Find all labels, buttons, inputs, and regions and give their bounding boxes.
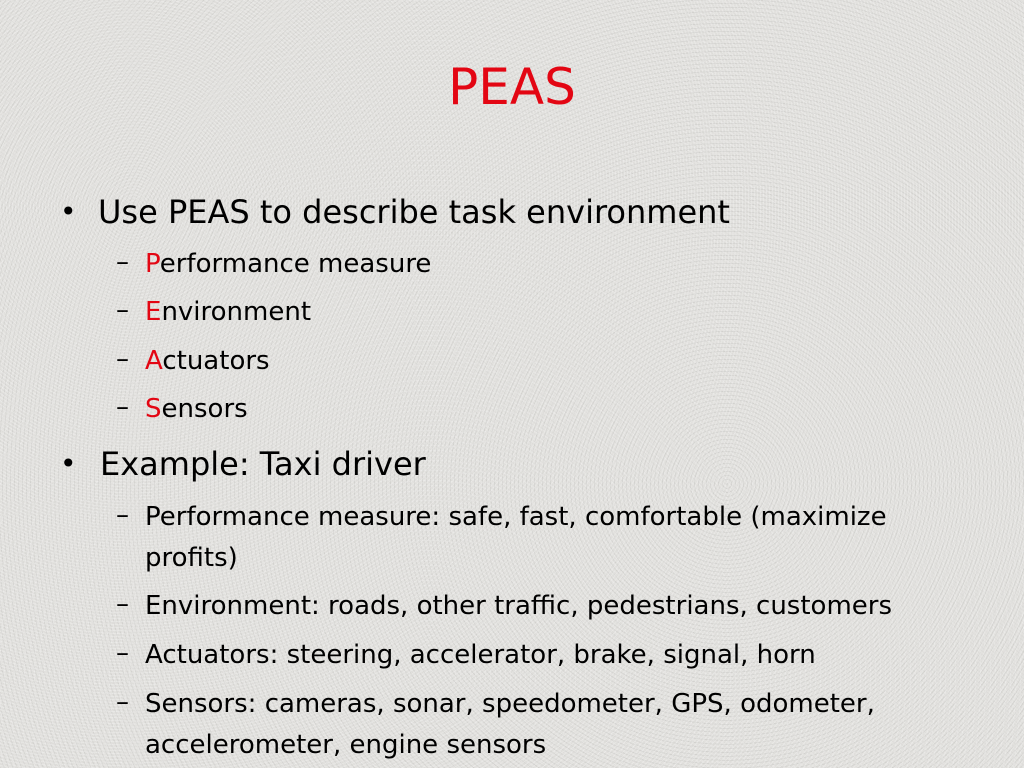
sub-item-text: Actuators: steering, accelerator, brake, signal, horn bbox=[145, 640, 816, 670]
sub-item-text: ensors bbox=[161, 394, 248, 424]
dash-icon: – bbox=[116, 392, 129, 422]
dash-icon: – bbox=[116, 344, 129, 374]
dash-icon: – bbox=[116, 638, 129, 668]
dash-icon: – bbox=[116, 687, 129, 717]
bullet-icon: • bbox=[60, 195, 77, 228]
dash-icon: – bbox=[116, 500, 129, 530]
sub-item-text: Performance measure: safe, fast, comfortable (maximize profits) bbox=[145, 502, 887, 573]
bullet-text: Example: Taxi driver bbox=[100, 445, 426, 483]
initial-letter: S bbox=[145, 394, 162, 424]
bullet-icon: • bbox=[60, 447, 77, 480]
initial-letter: P bbox=[145, 249, 160, 279]
initial-letter: A bbox=[145, 346, 163, 376]
bullet-text: Use PEAS to describe task environment bbox=[98, 193, 730, 231]
dash-icon: – bbox=[116, 295, 129, 325]
dash-icon: – bbox=[116, 589, 129, 619]
initial-letter: E bbox=[145, 297, 162, 327]
dash-icon: – bbox=[116, 247, 129, 277]
sub-item-text: ctuators bbox=[162, 346, 270, 376]
sub-item-text: Sensors: cameras, sonar, speedometer, GPS, odometer, accelerometer, engine sensors bbox=[145, 689, 875, 760]
slide-title: PEAS bbox=[448, 58, 576, 116]
sub-item-text: erformance measure bbox=[159, 249, 432, 279]
sub-item-text: Environment: roads, other traffic, pedestrians, customers bbox=[145, 591, 893, 621]
sub-item-text: nvironment bbox=[161, 297, 312, 327]
